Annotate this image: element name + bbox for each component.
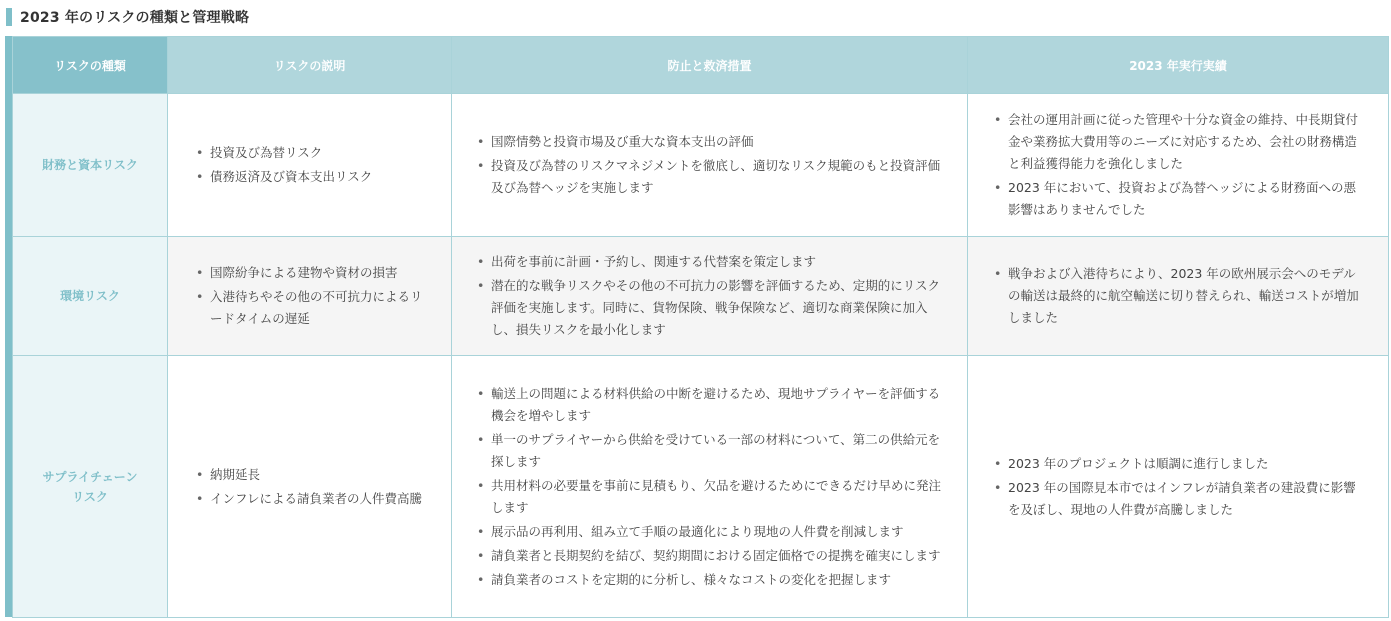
section-title — [6, 7, 249, 27]
list-item: • 債務返済及び資本支出リスク — [196, 166, 427, 188]
measures-cell — [452, 94, 968, 237]
list-item: • 納期延長 — [196, 464, 427, 486]
bullet-list — [196, 464, 427, 510]
list-item: • 戦争および入港待ちにより、2023 年の欧州展示会へのモデルの輸送は最終的に航空輸送に切り替えられ、輸送コストが増加しました — [994, 263, 1364, 329]
bullet-list — [477, 131, 945, 199]
list-item: • 投資及び為替リスク — [196, 142, 427, 164]
risk-table — [12, 36, 1389, 618]
list-item: • 2023 年の国際見本市ではインフレが請負業者の建設費に影響を及ぼし、現地の人件費が高騰しました — [994, 477, 1364, 521]
bullet-list — [196, 142, 427, 188]
bullet-list — [994, 263, 1364, 329]
measures-cell — [452, 356, 968, 618]
risk-type-cell: サプライチェーン リスク — [13, 356, 168, 618]
table-row — [13, 94, 1389, 237]
bullet-list — [477, 383, 945, 591]
bullet-list — [196, 262, 427, 330]
header-risk-type: リスクの種類 — [13, 37, 168, 94]
list-item: • 請負業者と長期契約を結び、契約期間における固定価格での提携を確実にします — [477, 545, 945, 567]
list-item: • 請負業者のコストを定期的に分析し、様々なコストの変化を把握します — [477, 569, 945, 591]
results-cell — [968, 237, 1389, 356]
list-item: • 潜在的な戦争リスクやその他の不可抗力の影響を評価するため、定期的にリスク評価を実施します。同時に、貨物保険、戦争保険など、適切な商業保険に加入し、損失リスクを最小化します — [477, 275, 945, 341]
header-results: 2023 年実行実績 — [968, 37, 1389, 94]
list-item: • 会社の運用計画に従った管理や十分な資金の維持、中長期貸付金や業務拡大費用等のニーズに対応するため、会社の財務構造と利益獲得能力を強化しました — [994, 109, 1364, 175]
bullet-list — [994, 453, 1364, 521]
list-item: • 単一のサプライヤーから供給を受けている一部の材料について、第二の供給元を探します — [477, 429, 945, 473]
risk-description-cell — [168, 237, 452, 356]
table-row — [13, 356, 1389, 618]
title-accent-bar — [6, 8, 12, 26]
list-item: • 出荷を事前に計画・予約し、関連する代替案を策定します — [477, 251, 945, 273]
list-item: • 2023 年において、投資および為替ヘッジによる財務面への悪影響はありませんでした — [994, 177, 1364, 221]
table-row — [13, 237, 1389, 356]
list-item: • 国際情勢と投資市場及び重大な資本支出の評価 — [477, 131, 945, 153]
results-cell — [968, 356, 1389, 618]
list-item: • 国際紛争による建物や資材の損害 — [196, 262, 427, 284]
header-measures: 防止と救済措置 — [452, 37, 968, 94]
bullet-list — [477, 251, 945, 341]
table-header-row — [13, 37, 1389, 94]
page-title: 2023 年のリスクの種類と管理戦略 — [20, 10, 250, 26]
list-item: • 共用材料の必要量を事前に見積もり、欠品を避けるためにできるだけ早めに発注します — [477, 475, 945, 519]
measures-cell — [452, 237, 968, 356]
risk-type-cell: 財務と資本リスク — [13, 94, 168, 237]
list-item: • インフレによる請負業者の人件費高騰 — [196, 488, 427, 510]
list-item: • 投資及び為替のリスクマネジメントを徹底し、適切なリスク規範のもと投資評価及び為替ヘッジを実施します — [477, 155, 945, 199]
results-cell — [968, 94, 1389, 237]
bullet-list — [994, 109, 1364, 221]
list-item: • 入港待ちやその他の不可抗力によるリードタイムの遅延 — [196, 286, 427, 330]
risk-description-cell — [168, 94, 452, 237]
risk-table-container — [5, 36, 1388, 617]
list-item: • 輸送上の問題による材料供給の中断を避けるため、現地サプライヤーを評価する機会を増やします — [477, 383, 945, 427]
risk-type-cell: 環境リスク — [13, 237, 168, 356]
header-risk-description: リスクの説明 — [168, 37, 452, 94]
risk-description-cell — [168, 356, 452, 618]
list-item: • 展示品の再利用、組み立て手順の最適化により現地の人件費を削減します — [477, 521, 945, 543]
list-item: • 2023 年のプロジェクトは順調に進行しました — [994, 453, 1364, 475]
